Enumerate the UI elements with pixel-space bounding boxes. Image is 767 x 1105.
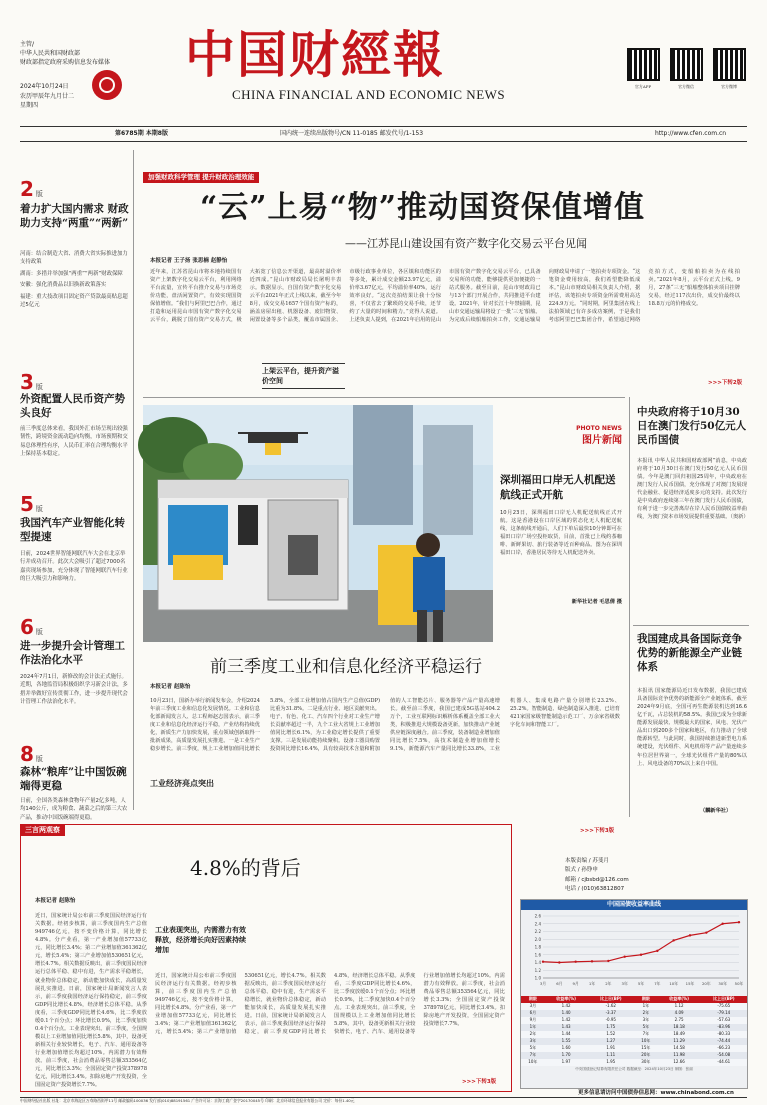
- industry-headline[interactable]: 前三季度工业和信息化经济平稳运行: [210, 657, 482, 677]
- column-headline[interactable]: 4.8%的背后: [190, 856, 301, 880]
- chart-source: 中央国债登记结算有限责任公司 数据截至：2024年10月23日 制图：张丽: [575, 1066, 693, 1071]
- table-row: [521, 1010, 747, 1017]
- table-cell: 18.18: [673, 1024, 685, 1030]
- table-cell: 1.95: [606, 1059, 616, 1065]
- yield-data-point: [672, 939, 674, 941]
- table-cell: 12.66: [673, 1059, 685, 1065]
- sponsor-line: 主管/: [20, 41, 35, 48]
- index-summary: 前三季度总体来看，我国外汇市场呈现出较强韧性，跨境资金流动趋向均衡，市场预期和交易总体理性有序，人民币汇率在合理均衡水平上保持基本稳定。: [20, 426, 128, 458]
- yield-data-point: [574, 961, 576, 963]
- lead-mini-head: 上架云平台，提升资产溢价空间: [262, 363, 345, 389]
- table-cell: 1年: [642, 1003, 650, 1009]
- newspaper-english-name: CHINA FINANCIAL AND ECONOMIC NEWS: [232, 87, 506, 102]
- publication-number: 国内统一连续出版物号/CN 11-0185 邮发代号/1-153: [280, 130, 424, 137]
- construction-body: 本报讯 国家能源局近日发布数据，我国已建成具备国际竞争优势的新能源全产业链体系。截至2024年9月底，全国可再生能源装机达到16.6亿千瓦，占总装机的58.5%。我国已成为全球新能源发展最快、规模最大的国家，风电、光伏产品出口到200多个国家和地区，有力推动了全球能源转型。与此同时，我国持续推进新型电力系统建设，光伏组件、风电机组等产品产量连续多年位居世界第一，全球光伏组件产量的80%以上、风电设备的70%以上来自中国。: [637, 688, 747, 767]
- yield-data-point: [640, 954, 642, 956]
- table-cell: -66.23: [717, 1045, 731, 1051]
- issue-number: 第6785期 本期8版: [115, 130, 168, 137]
- index-summary: 日前，全国各类森林食物年产量2亿多吨，人均140公斤，成为粮食、蔬菜之后的第三大农产品，推动中国饭碗端得更稳。: [20, 798, 128, 821]
- index-headline[interactable]: 着力扩大国内需求 财政助力支持“两重”“两新”: [20, 203, 129, 229]
- continue-link[interactable]: >>>下转3版: [580, 828, 615, 834]
- table-cell: -75.65: [717, 1003, 731, 1009]
- yield-data-point: [607, 960, 609, 962]
- table-row: [521, 1017, 747, 1024]
- table-cell: 1.43: [561, 1024, 571, 1030]
- yield-curve-line: [543, 922, 739, 962]
- column-divider: [133, 150, 134, 810]
- x-tick-label: 6月: [556, 981, 563, 986]
- qr-label: 官方APP: [634, 84, 652, 89]
- table-cell: 3年: [529, 1038, 537, 1044]
- continue-link[interactable]: >>>下转2版: [708, 380, 743, 386]
- lead-headline[interactable]: “云”上易“物”推动国资保值增值: [200, 190, 646, 225]
- photo-news-headline[interactable]: 深圳福田口岸无人机配送航线正式开航: [500, 474, 616, 501]
- newspaper-logo: 中国财經報: [185, 26, 445, 84]
- section-rule: [633, 625, 749, 626]
- table-cell: 6月: [529, 1010, 537, 1016]
- column-byline: 本报记者 赵陈怡: [35, 898, 76, 904]
- table-header: 期限: [641, 996, 650, 1002]
- bond-headline[interactable]: 中央政府将于10月30日在澳门发行50亿元人民币国债: [637, 406, 747, 447]
- table-cell: 2年: [529, 1031, 537, 1037]
- table-cell: 3月: [529, 1003, 537, 1009]
- sponsor-line: 中华人民共和国财政部: [20, 50, 81, 57]
- drone-delivery-photo: [143, 405, 493, 642]
- table-cell: 10年: [528, 1059, 538, 1065]
- table-cell: -1.62: [605, 1003, 616, 1009]
- table-cell: 20年: [641, 1052, 651, 1058]
- table-cell: 2.75: [674, 1017, 684, 1023]
- bond-body: 本报讯 中华人民共和国财政部网”消息，中央政府将于10月30日在澳门发行50亿元人民币国债。今年是澳门回归祖国25周年，中央政府在澳门发行人民币国债，充分体现了对澳门发展现代金融业、促进经济适度多元的支持。此次发行是中央政府连续第三年在澳门发行人民币国债，有利于进一步完善离岸在岸人民币国债收益率曲线，为澳门资本市场发展提供重要基础。（奥新）: [637, 458, 749, 521]
- masthead-rule: [20, 126, 747, 127]
- table-row: [521, 1024, 747, 1031]
- table-cell: 7年: [642, 1031, 650, 1037]
- table-cell: -44.61: [717, 1059, 731, 1065]
- yield-data-point: [689, 934, 691, 936]
- table-row: [521, 1031, 747, 1038]
- industry-body: 10月23日，国新办举行新闻发布会，介绍2024年前三季度工业和信息化发展情况。工业和信息化部新闻发言人、总工程师赵志国表示，前三季度工业和信息化经济运行平稳，产业结构持续优化，新质生产力加快发展，重点领域创新取得一批新成果，高质量发展扎实推进。一是工业生产稳步增长。前三季度，规上工业增加值同比增长5.8%，全部工业增加值占国内生产总值(GDP)比重为31.8%。二是重点行业、地区贡献突出。电子、有色、化工、汽车四个行业对工业生产增长贡献率超过一半，九个工业大省规上工业增加值同比增长6.1%，为工业稳定增长提供了重要支撑。三是发展动能持续聚积。设备工器具购置投资同比增长16.4%，具有较高技术含量和附加值的人工智能芯片、服务器等产品产量高速增长。截至前三季度，我国已建成5G基站404.2万个，工业互联网标识解析体系覆盖全部工业大类，积极推进大规模设备更新，加快推动产业链供应链深度融合。前三季度，装备制造业增加值同比增长7.5%，高技术制造业增加值增长9.1%，新能源汽车产量同比增长33.8%，工业机器人、集成电路产量分别增长23.2%、25.2%。智能制造、绿色制造深入推进，已培育421家国家级智能制造示范工厂、万余家省级数字化车间和智能工厂。: [150, 698, 620, 753]
- table-cell: 15年: [641, 1045, 651, 1051]
- table-cell: 30年: [641, 1059, 651, 1065]
- table-row: [521, 1059, 747, 1066]
- table-cell: 1.12: [674, 1003, 684, 1009]
- table-cell: 4.09: [674, 1010, 684, 1016]
- table-cell: -83.96: [717, 1024, 731, 1030]
- table-cell: 1.70: [561, 1052, 571, 1058]
- table-row: [521, 1052, 747, 1059]
- industry-byline: 本报记者 赵陈怡: [150, 684, 191, 690]
- table-row: [521, 1045, 747, 1052]
- y-tick-label: 2.0: [534, 936, 541, 942]
- editor-line: 电话 / (010)63812807: [565, 886, 625, 893]
- construction-source: （麟新华社）: [700, 808, 732, 814]
- table-header: 收益率(%): [669, 996, 689, 1002]
- table-cell: 3年: [642, 1017, 650, 1023]
- yield-data-point: [738, 921, 740, 923]
- table-cell: 1.55: [561, 1038, 571, 1044]
- table-cell: 14.58: [673, 1045, 685, 1051]
- table-cell: 1.91: [606, 1045, 616, 1051]
- table-header: 比上日(BP): [599, 996, 622, 1002]
- page-index-number: 2 版: [20, 177, 43, 201]
- editor-line: 邮箱 / cjbsbd@126.com: [565, 876, 629, 883]
- editor-line: 版式 / 孙铮申: [565, 867, 598, 874]
- table-cell: 1.42: [561, 1003, 571, 1009]
- x-tick-label: 9月: [572, 981, 579, 986]
- section-rule: [143, 397, 625, 398]
- index-headline[interactable]: 我国汽车产业智能化转型提速: [20, 517, 125, 543]
- wechat-qr-code-icon: [670, 48, 703, 81]
- column-tag: 三言两观察: [20, 824, 65, 836]
- table-cell: 10年: [641, 1038, 651, 1044]
- x-tick-label: 50年: [734, 981, 744, 986]
- y-tick-label: 1.4: [534, 960, 541, 965]
- table-cell: 1年: [529, 1024, 537, 1030]
- table-cell: 1.40: [561, 1010, 571, 1016]
- photo-news-caption: 10月23日，深圳福田口岸无人机配送航线正式开航。这是香港设在口岸区域的常态化无人机配送航线，这条航线开通后，人们下单后最快10分钟即可在福田口岸广场空投柜取货，目前，首批已上线约茶咖啡、新鲜果切、旅行装备等近百种商品。图为在深圳福田口岸，香港居民等待无人机配送外卖。: [500, 509, 622, 556]
- yield-data-point: [721, 923, 723, 925]
- lunar-date: 农历甲辰年九月廿二: [20, 92, 75, 100]
- page-index-number: 3 版: [20, 370, 43, 394]
- lead-body-text: 近年来，江苏省昆山市将本地持续国有资产上架数字化交易云平台，利用网络平台流量，宣传平台推介交易与市场竞价功能，盘活闲置资产，有效实现国资保值增值。“我们与阿里巴巴合作，通过打造和运用昆山市国有资产数字化交易云平台，跳脱了国有资产交易方式，极大拓宽了信息公开渠道，最高时溢价率近四成。”昆山市财政局局长屠明丰表示。数据显示，自国有资产数字化交易云平台2021年正式上线以来，截至今年8月，成交交易1657个国有资产标的，涵盖房屋出租、机器设备、废旧物资、闲置设备等多个品类，覆盖市属国企、市级行政事业单位，各区镇和功能区的等多处，累计成交金额23.97亿元，溢价率3.67亿元，平均溢价率40%，运行效率良好。“这次竞拍结果让我十分惊喜，不仅省去了繁琐的交易手续，还节约了大量的时间和精力。”竞得人说道。上述负责人提到，在2021年启用的昆山市国有资产数字化交易云平台，已具备交易所的功能，能够提供更加便捷的一站式服务。截至目前，昆山市财政局已与13个部门开展合作，共同推进平台建设。2021年，针对长江十年禁捕期，昆山市交通运输局将设了一批‘三无’船舶。为完成后续船舶拍卖工作，交通运输局向财政局申请了一笔拍卖专项资金。“这笔资金费用较高，我们希望能降低成本。”昆山市财政局相关负责人介绍，据评估，该笔拍卖专项资金所需费用高达224.9万元。“同时期，阿里集团在线上法拍领域已有许多成功案例，于是我们考虑阿里巴巴集团合作，希望通过网络竞拍方式，变船舶拍卖为在线拍卖。”2021年8月，云平台正式上线。9月，27条“三无”船舶整体拍卖项目挂牌交易，经过117次出价，成交价最终以18.8万元的价格成交。: [150, 269, 740, 324]
- table-cell: 1.97: [561, 1059, 571, 1065]
- weekday: 星期四: [20, 102, 39, 110]
- table-cell: 9月: [529, 1017, 537, 1023]
- x-tick-label: 30年: [718, 981, 727, 986]
- yield-data-point: [656, 950, 658, 952]
- date-block: [20, 82, 74, 111]
- table-cell: -79.14: [717, 1010, 731, 1016]
- x-tick-label: 3月: [539, 981, 547, 986]
- x-tick-label: 7年: [654, 981, 661, 986]
- table-header: 期限: [528, 996, 537, 1002]
- app-qr-code-icon: [627, 48, 660, 81]
- table-cell: -80.33: [717, 1031, 731, 1037]
- index-summary: 日前，2024世界智能网联汽车大会在北京举行并成功召开。此次大会吸引了超过7000名嘉宾现场参加，充分体现了智能网联汽车行业的巨大吸引力和影响力。: [20, 551, 128, 583]
- table-row: [521, 1038, 747, 1045]
- table-cell: 7年: [529, 1052, 537, 1058]
- table-cell: -57.63: [717, 1017, 731, 1023]
- table-cell: -3.37: [605, 1010, 616, 1016]
- photo-news-label-cn: 图片新闻: [582, 434, 622, 446]
- x-tick-label: 20年: [702, 981, 711, 986]
- industry-mini-head: 工业经济亮点突出: [150, 777, 260, 791]
- y-tick-label: 1.8: [534, 944, 541, 950]
- x-tick-label: 10年: [669, 981, 678, 986]
- table-cell: 2年: [642, 1010, 650, 1016]
- table-cell: 1.52: [606, 1031, 616, 1037]
- page-index-number: 6 版: [20, 615, 43, 639]
- index-headline[interactable]: 进一步提升会计管理工作法治化水平: [20, 640, 125, 666]
- table-cell: 18.49: [673, 1031, 685, 1037]
- table-header: 比上日(BP): [712, 996, 735, 1002]
- website-link[interactable]: http://www.cfen.com.cn: [655, 130, 727, 137]
- lead-subhead: ——江苏昆山建设国有资产数字化交易云平台见闻: [345, 237, 587, 250]
- y-tick-label: 1.6: [534, 952, 541, 958]
- column-body-left: 近日，国家统计局公布前三季度国民经济运行有关数据。经初步核算，前三季度国内生产总值949746亿元，按不变价格计算，同比增长4.8%。分产业看，第一产业增加值57733亿元，同比增长3.4%；第二产业增加值361362亿元，增长5.4%；第三产业增加值530651亿元，增长4.7%。相关数据反映出，前三季度国民经济运行总体平稳、稳中有进，生产需求平稳增长，就业物价总体稳定，新动能加快成长，高质量发展扎实推进。日前，国家统计局新闻发言人表示，前三季度我国经济运行保持稳定，前三季度GDP同比增长4.8%，经济增长总体平稳。从季度看，三季度GDP同比增长4.6%，比二季度放缓0.1个百分点；环比增长0.9%，比二季度加快0.4个百分点。工业表现突出。前三季度，全国规模以上工业增加值同比增长5.8%，其中，设备更新相关行业较快增长，电子、汽车、通用设备等行业增加值增长均超过10%。内需潜力有效释放。前三季度，社会消费品零售总额353564亿元，同比增长3.3%；全国固定资产投资378978亿元，同比增长3.4%。扣除房地产开发投资，全国固定资产投资增长7.7%。: [35, 913, 148, 1089]
- x-tick-label: 5年: [637, 981, 645, 986]
- masthead-rule: [20, 141, 747, 142]
- y-tick-label: 2.6: [534, 913, 541, 919]
- table-cell: 11.29: [673, 1038, 685, 1044]
- construction-headline[interactable]: 我国建成具备国际竞争优势的新能源全产业链体系: [637, 633, 742, 674]
- column-body: 近日，国家统计局公布前三季度国民经济运行有关数据。经初步核算，前三季度国内生产总值949746亿元，按不变价格计算，同比增长4.8%。分产业看，第一产业增加值57733亿元，同比增长3.4%；第二产业增加值361362亿元，增长5.4%；第三产业增加值530651亿元，增长4.7%。相关数据反映出，前三季度国民经济运行总体平稳、稳中有进，生产需求平稳增长，就业物价总体稳定，新动能加快成长，高质量发展扎实推进。日前，国家统计局新闻发言人表示，前三季度我国经济运行保持稳定，前三季度GDP同比增长4.8%，经济增长总体平稳。从季度看，三季度GDP同比增长4.6%，比二季度放缓0.1个百分点；环比增长0.9%，比二季度加快0.4个百分点。工业表现突出。前三季度，全国规模以上工业增加值同比增长5.8%，其中，设备更新相关行业较快增长，电子、汽车、通用设备等行业增加值增长均超过10%。内需潜力有效释放。前三季度，社会消费品零售总额353564亿元，同比增长3.3%；全国固定资产投资378978亿元，同比增长3.4%。扣除房地产开发投资，全国固定资产投资增长7.7%。: [155, 973, 505, 1036]
- table-cell: 1.60: [561, 1045, 571, 1051]
- table-cell: -54.08: [717, 1052, 731, 1058]
- editor-info: [565, 857, 629, 894]
- table-cell: -0.95: [605, 1017, 616, 1023]
- yield-curve-chart: [521, 910, 747, 992]
- chart-title: 中国国债收益率曲线: [521, 900, 747, 910]
- table-header: 收益率(%): [556, 996, 576, 1002]
- issue-date: 2024年10月24日: [20, 83, 69, 90]
- footer-bar: 中国财经报社出版 社址：北京市海淀区万寿路西街甲11号 邮政编码100036 发行部(010)88191561 广告许可证：京海工商广登字20170045号 印刷：北京环球信息报业有限公司 定价：每份1.40元: [20, 1098, 355, 1103]
- yield-data-point: [705, 931, 707, 933]
- sponsor-line: 财政部指定政府采购信息发布媒体: [20, 59, 111, 66]
- continue-link[interactable]: >>>下转3版: [462, 1079, 497, 1085]
- table-cell: 1.42: [561, 1017, 571, 1023]
- table-cell: 1.44: [561, 1031, 571, 1037]
- photo-news-block: [500, 425, 622, 606]
- table-cell: 1.27: [606, 1038, 616, 1044]
- table-cell: -74.44: [717, 1038, 731, 1044]
- table-cell: 11.98: [673, 1052, 685, 1058]
- qr-label: 官方微博: [721, 84, 737, 89]
- yield-data-point: [623, 955, 625, 957]
- table-cell: 1.11: [606, 1052, 616, 1058]
- y-tick-label: 1.0: [534, 975, 541, 981]
- y-tick-label: 2.4: [534, 921, 541, 927]
- qr-label: 官方微信: [678, 84, 694, 89]
- index-summary: 河南：结合制造大省、消费大省实际推进加力支持政策 湖南：多措并举加强“两重”“两新”财政保障 安徽：强化消费品以旧换新政策落实 福建：重大技改项目固定资产贷款最高贴息超过5亿元: [20, 251, 128, 308]
- x-tick-label: 2年: [605, 981, 612, 986]
- y-tick-label: 1.2: [534, 967, 541, 973]
- page-index-number: 5 版: [20, 492, 43, 516]
- table-cell: 5年: [642, 1024, 650, 1030]
- section-kicker: 加强财政科学管理 提升财政治理效能: [143, 172, 259, 183]
- sponsor-block: [20, 40, 110, 67]
- column-divider: [629, 397, 630, 817]
- lead-body: [150, 268, 743, 390]
- index-summary: 2024年7月1日，新修改的会计法正式施行。近期，各地监管局积极组织学习新会计法，多措并举做好宣传贯彻工作，进一步提升现代会计管理工作法治化水平。: [20, 674, 128, 706]
- index-headline[interactable]: 外资配置人民币资产势头良好: [20, 393, 125, 419]
- editor-line: 本版责编 / 苏斐月: [565, 858, 609, 864]
- table-cell: 5年: [529, 1045, 537, 1051]
- yield-chart-panel: [520, 899, 748, 1089]
- table-cell: 1.75: [606, 1024, 616, 1030]
- x-tick-label: 3年: [621, 981, 628, 986]
- yield-data-point: [542, 961, 544, 963]
- yield-table: [521, 996, 747, 1066]
- x-tick-label: 15年: [685, 981, 695, 986]
- newspaper-emblem-icon: [92, 70, 122, 100]
- page-index-number: 8 版: [20, 742, 43, 766]
- photo-news-label: PHOTO NEWS: [576, 425, 622, 432]
- photo-credit: 新华社记者 毛思倩 摄: [571, 598, 622, 605]
- index-headline[interactable]: 森林“粮库”让中国饭碗端得更稳: [20, 766, 127, 792]
- column-mini-head: 工业表现突出，内需潜力有效释放，经济增长向好因素持续增加: [155, 925, 246, 954]
- weibo-qr-code-icon: [713, 48, 746, 81]
- y-tick-label: 2.2: [534, 929, 541, 934]
- lead-byline: 本报记者 王子扬 张思楠 赵静怡: [150, 258, 228, 264]
- x-tick-label: 1年: [588, 981, 596, 986]
- chinabond-link[interactable]: 更多信息请访问中国债券信息网：www.chinabond.com.cn: [578, 1090, 734, 1096]
- yield-data-point: [558, 961, 560, 963]
- yield-data-point: [591, 960, 593, 962]
- table-row: [521, 1003, 747, 1010]
